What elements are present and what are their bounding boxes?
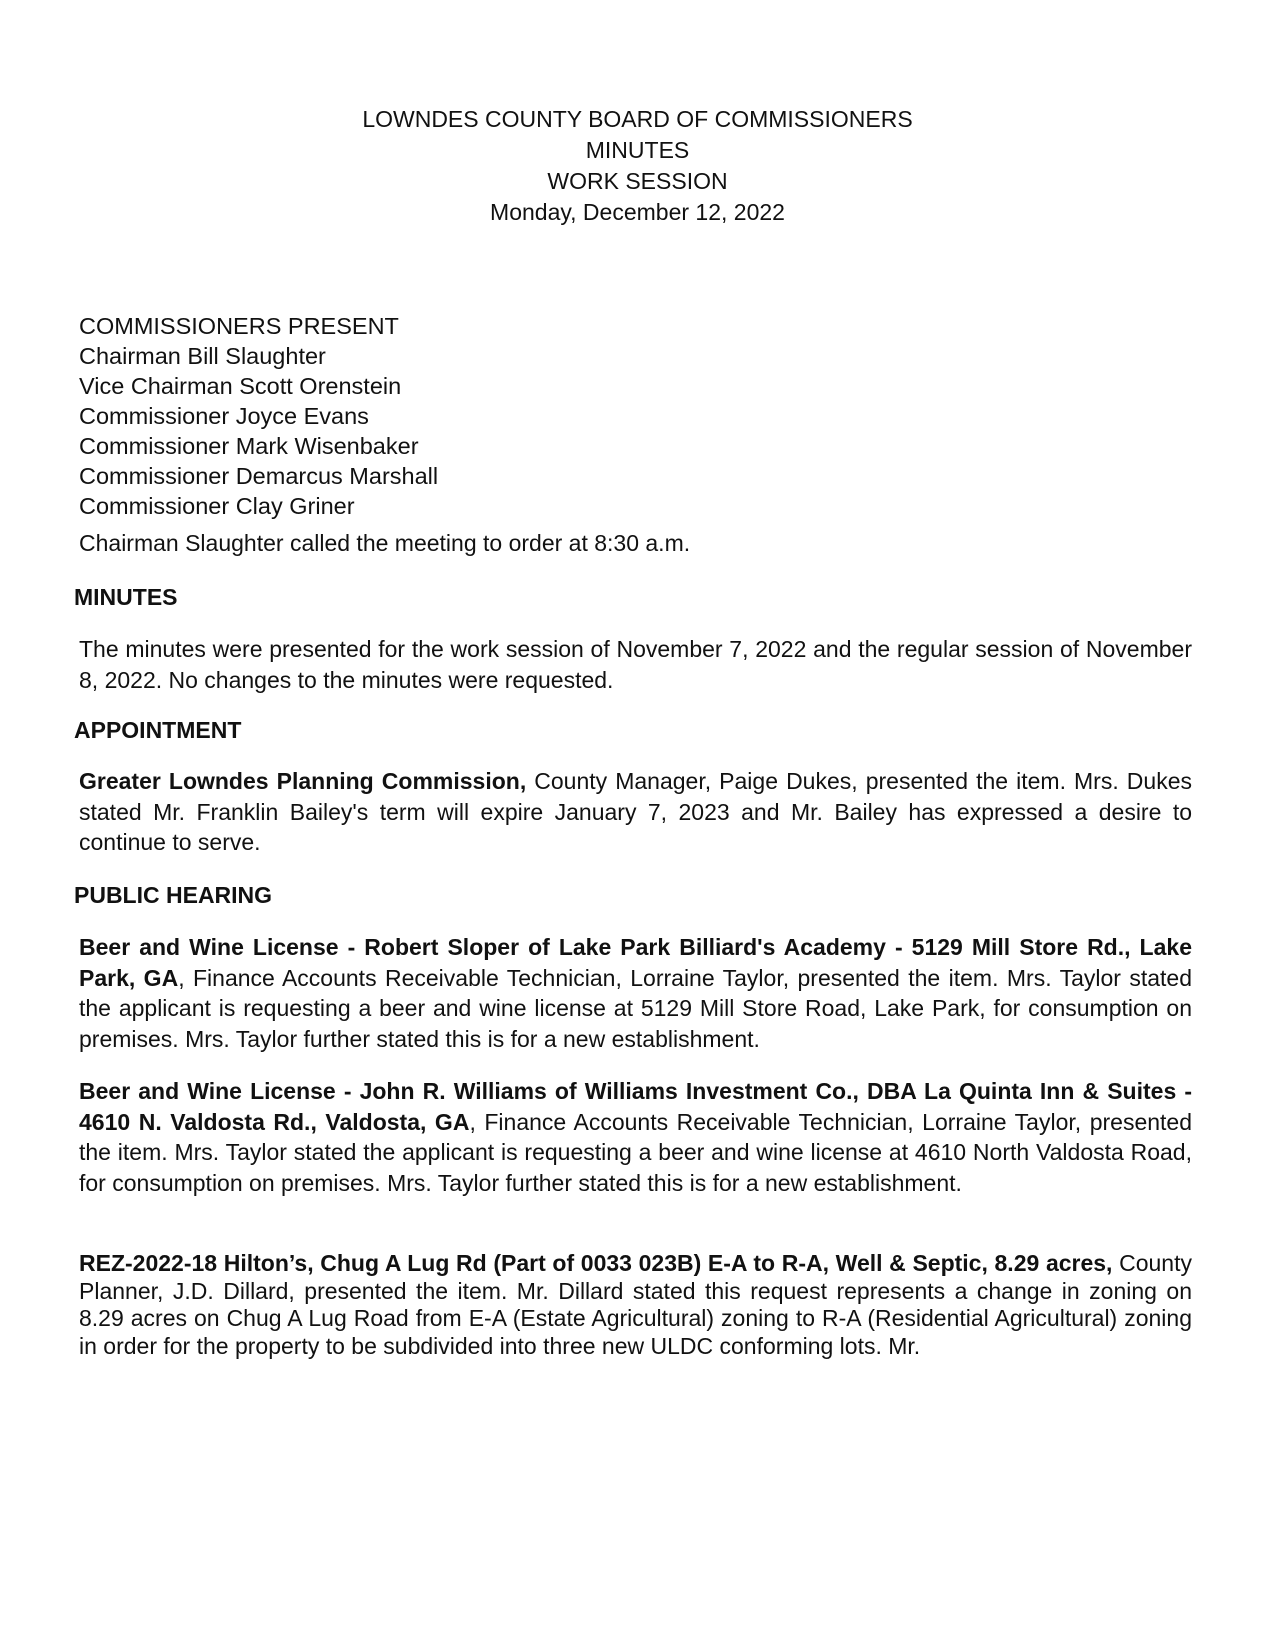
- public-hearing-item: [79, 932, 1192, 1054]
- header-date: Monday, December 12, 2022: [490, 199, 785, 225]
- minutes-paragraph: The minutes were presented for the work session of November 7, 2022 and the regular session of November 8, 2022. No changes to the minutes were requested.: [79, 636, 1192, 693]
- call-to-order: Chairman Slaughter called the meeting to order at 8:30 a.m.: [79, 530, 691, 556]
- section-heading-appointment: APPOINTMENT: [74, 717, 242, 743]
- section-heading-public-hearing: PUBLIC HEARING: [74, 882, 273, 908]
- public-hearing-item: [79, 1250, 1192, 1360]
- public-hearing-item-title: Beer and Wine License - Robert Sloper of Lake Park Billiard's Academy - 5129 Mill Store Rd., Lake Park, GA: [79, 934, 1192, 991]
- attendees-list: [79, 311, 438, 521]
- attendee-item: Commissioner Clay Griner: [79, 493, 355, 519]
- appointment-paragraph: [79, 766, 1192, 858]
- section-heading-minutes: MINUTES: [74, 584, 178, 610]
- attendee-item: Chairman Bill Slaughter: [79, 343, 326, 369]
- attendee-item: Commissioner Joyce Evans: [79, 403, 369, 429]
- public-hearing-item-title: Beer and Wine License - John R. Williams of Williams Investment Co., DBA La Quinta Inn & Suites - 4610 N. Valdosta Rd., Valdosta, GA: [79, 1078, 1192, 1135]
- attendee-item: Vice Chairman Scott Orenstein: [79, 373, 402, 399]
- header-minutes: MINUTES: [585, 137, 690, 163]
- header-session-type: WORK SESSION: [547, 168, 728, 194]
- appointment-item-text: County Manager, Paige Dukes, presented the item. Mrs. Dukes stated Mr. Franklin Bailey's term will expire January 7, 2023 and Mr. Bailey has expressed a desire to continue to serve.: [79, 768, 1192, 855]
- public-hearing-item-text: , Finance Accounts Receivable Technician, Lorraine Taylor, presented the item. Mrs. Taylor stated the applicant is requesting a beer and wine license at 4610 North Valdosta Road, for consumption on premises. Mrs. Taylor further stated this is for a new establishment.: [79, 1108, 1193, 1196]
- attendee-item: Commissioner Demarcus Marshall: [79, 463, 439, 489]
- attendee-item: Commissioner Mark Wisenbaker: [79, 433, 419, 459]
- appointment-item-title: Greater Lowndes Planning Commission,: [79, 768, 527, 794]
- header-organization: LOWNDES COUNTY BOARD OF COMMISSIONERS: [362, 106, 913, 132]
- public-hearing-item-text: , Finance Accounts Receivable Technician, Lorraine Taylor, presented the item. Mrs. Taylor stated the applicant is requesting a beer and wine license at 5129 Mill Store Road, Lake Park, for consumption on premises. Mrs. Taylor further stated this is for a new establishment.: [79, 964, 1193, 1052]
- attendees-heading: COMMISSIONERS PRESENT: [79, 313, 399, 339]
- public-hearing-item: [79, 1076, 1192, 1198]
- public-hearing-item-title: REZ-2022-18 Hilton’s, Chug A Lug Rd (Part of 0033 023B) E-A to R-A, Well & Septic, 8.29 acres,: [79, 1250, 1113, 1276]
- public-hearing-item-text: County Planner, J.D. Dillard, presented the item. Mr. Dillard stated this request represents a change in zoning on 8.29 acres on Chug A Lug Road from E-A (Estate Agricultural) zoning to R-A (Residential Agricultural) zoning in order for the property to be subdivided into three new ULDC conforming lots. Mr.: [79, 1250, 1192, 1359]
- document-header: [0, 104, 1275, 228]
